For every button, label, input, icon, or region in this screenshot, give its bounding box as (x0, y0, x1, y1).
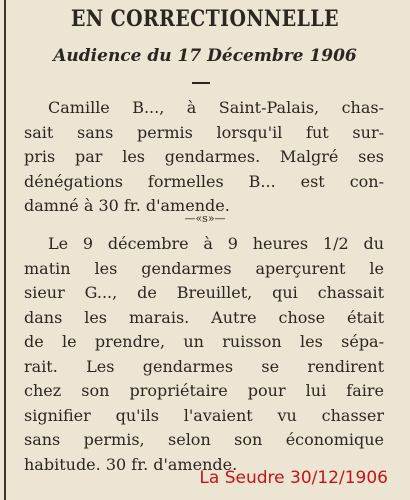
section-separator: —«s»— (184, 212, 226, 225)
source-caption: La Seudre 30/12/1906 (199, 468, 388, 488)
text-line: Camille B..., à Saint-Palais, chas- (48, 98, 384, 117)
text-line: habitude. 30 fr. d'amende. (24, 454, 238, 474)
text-line: chez son propriétaire pour lui faire (24, 381, 384, 400)
text-line: damné à 30 fr. d'amende. (24, 196, 230, 215)
text-line: rait. Les gendarmes se rendirent (24, 356, 384, 376)
paragraph-1 (24, 96, 384, 219)
text-line: dans les marais. Autre chose était (24, 307, 384, 327)
text-line: de le prendre, un ruisson les sépa- (24, 332, 384, 351)
article-title: EN CORRECTIONNELLE (71, 6, 339, 32)
article-subtitle: Audience du 17 Décembre 1906 (53, 46, 357, 66)
text-line: matin les gendarmes aperçurent le (24, 258, 384, 278)
text-line: dénégations formelles B... est con- (24, 171, 384, 191)
text-line: signifier qu'ils l'avaient vu chasser (24, 405, 384, 425)
text-line: sieur G..., de Breuillet, qui chassait (24, 283, 384, 302)
paragraph-2 (24, 232, 384, 477)
text-line: pris par les gendarmes. Malgré ses (24, 147, 384, 166)
column-rule (4, 0, 6, 500)
text-line: sans permis, selon son économique (24, 430, 384, 449)
text-line: sait sans permis lorsqu'il fut sur- (24, 122, 384, 142)
text-line: Le 9 décembre à 9 heures 1/2 du (48, 234, 384, 253)
title-divider (192, 82, 210, 84)
